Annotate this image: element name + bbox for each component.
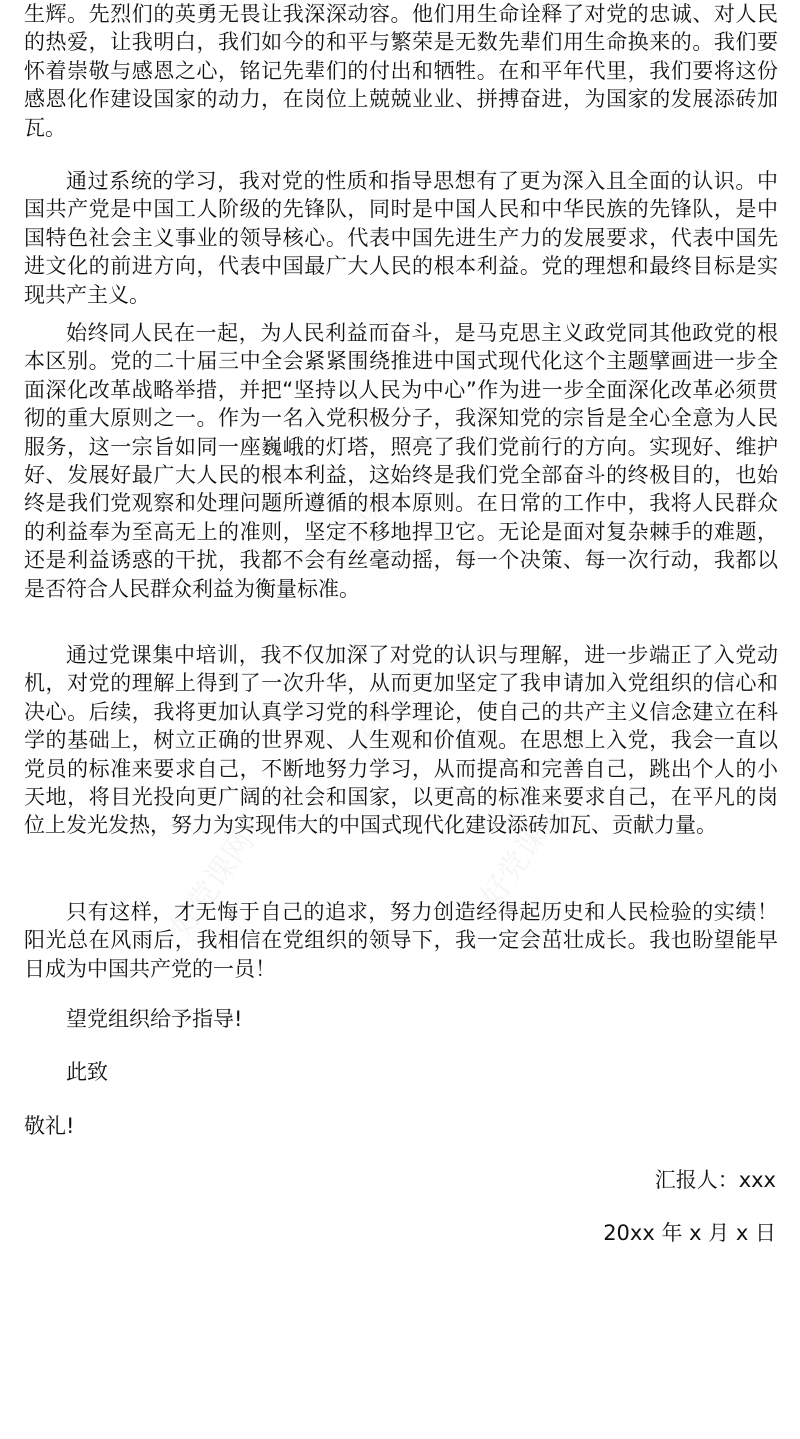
paragraph-line: 阳光总在风雨后，我相信在党组织的领导下，我一定会茁壮成长。我也盼望能早 bbox=[24, 928, 778, 953]
report-date: 20xx 年 x 月 x 日 bbox=[603, 1221, 776, 1245]
paragraph bbox=[24, 0, 778, 142]
paragraph-line: 党员的标准来要求自己，不断地努力学习，从而提高和完善自己，跳出个人的小 bbox=[24, 756, 778, 781]
paragraph-line: 学的基础上，树立正确的世界观、人生观和价值观。在思想上入党，我会一直以 bbox=[24, 728, 778, 753]
paragraph-line: 生辉。先烈们的英勇无畏让我深深动容。他们用生命诠释了对党的忠诚、对人民 bbox=[24, 2, 778, 26]
paragraph-line: 通过系统的学习，我对党的性质和指导思想有了更为深入且全面的认识。中 bbox=[66, 169, 778, 193]
paragraph-line: 终是我们党观察和处理问题所遵循的根本原则。在日常的工作中，我将人民群众 bbox=[24, 491, 778, 516]
paragraph-line: 机，对党的理解上得到了一次升华，从而更加坚定了我申请加入党组织的信心和 bbox=[24, 671, 778, 696]
paragraph-line: 是否符合人民群众利益为衡量标准。 bbox=[24, 576, 360, 601]
closing-salutation: 此致 bbox=[66, 1060, 108, 1084]
paragraph-line: 好、发展好最广大人民的根本利益，这始终是我们党全部奋斗的终极目的，也始 bbox=[24, 462, 778, 487]
paragraph-line: 面深化改革战略举措，并把“坚持以人民为中心”作为进一步全面深化改革必须贯 bbox=[24, 377, 778, 402]
paragraph-line: 本区别。党的二十届三中全会紧紧围绕推进中国式现代化这个主题擘画进一步全 bbox=[24, 349, 778, 374]
paragraph-line: 进文化的前进方向，代表中国最广大人民的根本利益。党的理想和最终目标是实 bbox=[24, 254, 778, 279]
paragraph bbox=[24, 167, 778, 309]
paragraph-line: 现共产主义。 bbox=[24, 282, 150, 307]
paragraph-line: 天地，将目光投向更广阔的社会和国家，以更高的标准来要求自己，在平凡的岗 bbox=[24, 784, 778, 809]
closing-request: 望党组织给予指导! bbox=[66, 1007, 243, 1031]
paragraph-line: 彻的重大原则之一。作为一名入党积极分子，我深知党的宗旨是全心全意为人民 bbox=[24, 406, 778, 431]
closing-regards: 敬礼! bbox=[24, 1114, 75, 1138]
paragraph-line: 始终同人民在一起，为人民利益而奋斗，是马克思主义政党同其他政党的根 bbox=[66, 321, 778, 345]
paragraph-line: 怀着崇敬与感恩之心，铭记先辈们的付出和牺牲。在和平年代里，我们要将这份 bbox=[24, 58, 778, 83]
paragraph-line: 位上发光发热，努力为实现伟大的中国式现代化建设添砖加瓦、贡献力量。 bbox=[24, 813, 717, 838]
paragraph-line: 服务，这一宗旨如同一座巍峨的灯塔，照亮了我们党前行的方向。实现好、维护 bbox=[24, 434, 778, 459]
paragraph-line: 瓦。 bbox=[24, 115, 66, 140]
paragraph bbox=[24, 319, 778, 603]
paragraph-line: 的热爱，让我明白，我们如今的和平与繁荣是无数先辈们用生命换来的。我们要 bbox=[24, 30, 778, 55]
paragraph-line: 只有这样，才无悔于自己的追求，努力创造经得起历史和人民检验的实绩！ bbox=[66, 900, 778, 924]
paragraph-line: 还是利益诱惑的干扰，我都不会有丝毫动摇，每一个决策、每一次行动，我都以 bbox=[24, 548, 778, 573]
reporter-signature: 汇报人：xxx bbox=[654, 1168, 776, 1192]
paragraph bbox=[24, 898, 778, 983]
paragraph-line: 国特色社会主义事业的领导核心。代表中国先进生产力的发展要求，代表中国先 bbox=[24, 225, 778, 250]
paragraph-line: 通过党课集中培训，我不仅加深了对党的认识与理解，进一步端正了入党动 bbox=[66, 643, 778, 667]
paragraph bbox=[24, 641, 778, 840]
paragraph-line: 的利益奉为至高无上的准则，坚定不移地捍卫它。无论是面对复杂棘手的难题， bbox=[24, 519, 778, 544]
paragraph-line: 感恩化作建设国家的动力，在岗位上兢兢业业、拼搏奋进，为国家的发展添砖加 bbox=[24, 87, 778, 112]
paragraph-line: 日成为中国共产党的一员！ bbox=[24, 956, 276, 981]
paragraph-line: 国共产党是中国工人阶级的先锋队，同时是中国人民和中华民族的先锋队，是中 bbox=[24, 197, 778, 222]
paragraph-line: 决心。后续，我将更加认真学习党的科学理论，使自己的共产主义信念建立在科 bbox=[24, 699, 778, 724]
